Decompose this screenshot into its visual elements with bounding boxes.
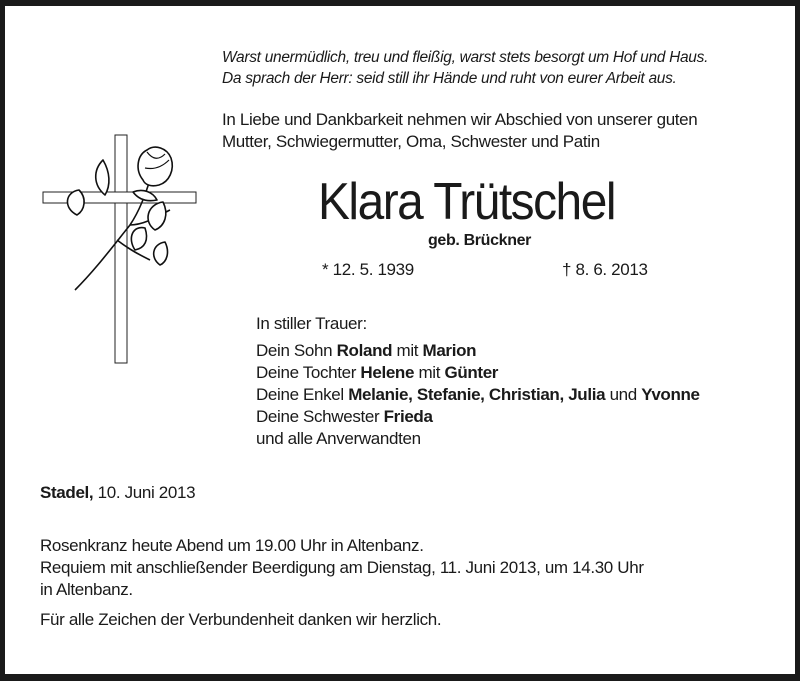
quote-line-1: Warst unermüdlich, treu und fleißig, warst stets besorgt um Hof und Haus.: [222, 49, 709, 66]
mourner-line-grandchildren: [256, 384, 700, 406]
son-name: Roland: [336, 341, 393, 360]
intro-line-2: Mutter, Schwiegermutter, Oma, Schwester und Patin: [222, 132, 600, 151]
place: Stadel,: [40, 483, 94, 502]
mourner-line-son: [256, 340, 476, 362]
label: Deine Tochter: [256, 363, 357, 382]
death-date: † 8. 6. 2013: [562, 260, 648, 279]
daughter-partner-name: Günter: [444, 363, 499, 382]
service-line-1: Rosenkranz heute Abend um 19.00 Uhr in Altenbanz.: [40, 536, 424, 555]
deceased-name: Klara Trütschel: [318, 173, 615, 231]
mourners-heading: In stiller Trauer:: [256, 314, 367, 333]
mourner-line-sister: [256, 406, 433, 428]
label: mit: [418, 363, 441, 382]
obituary-notice: [5, 6, 795, 674]
maiden-name: geb. Brückner: [428, 232, 532, 249]
label: und: [609, 385, 637, 404]
label: mit: [396, 341, 419, 360]
mourner-line-relatives: und alle Anverwandten: [256, 429, 421, 448]
label: Deine Enkel: [256, 385, 344, 404]
cross-with-rose-icon: [35, 130, 205, 370]
intro-line-1: In Liebe und Dankbarkeit nehmen wir Abschied von unserer guten: [222, 110, 698, 129]
place-date: [40, 482, 195, 504]
label: Deine Schwester: [256, 407, 380, 426]
daughter-name: Helene: [360, 363, 415, 382]
thanks-line: Für alle Zeichen der Verbundenheit danken wir herzlich.: [40, 610, 442, 629]
service-line-3: in Altenbanz.: [40, 580, 133, 599]
sister-name: Frieda: [383, 407, 433, 426]
quote-line-2: Da sprach der Herr: seid still ihr Hände und ruht von eurer Arbeit aus.: [222, 70, 677, 87]
son-partner-name: Marion: [422, 341, 477, 360]
birth-date: * 12. 5. 1939: [322, 260, 414, 279]
label: Dein Sohn: [256, 341, 333, 360]
service-line-2: Requiem mit anschließender Beerdigung am Dienstag, 11. Juni 2013, um 14.30 Uhr: [40, 558, 644, 577]
date: 10. Juni 2013: [97, 483, 196, 502]
grandchildren-names: Melanie, Stefanie, Christian, Julia: [348, 385, 606, 404]
grandchild-last-name: Yvonne: [641, 385, 700, 404]
mourner-line-daughter: [256, 362, 498, 384]
